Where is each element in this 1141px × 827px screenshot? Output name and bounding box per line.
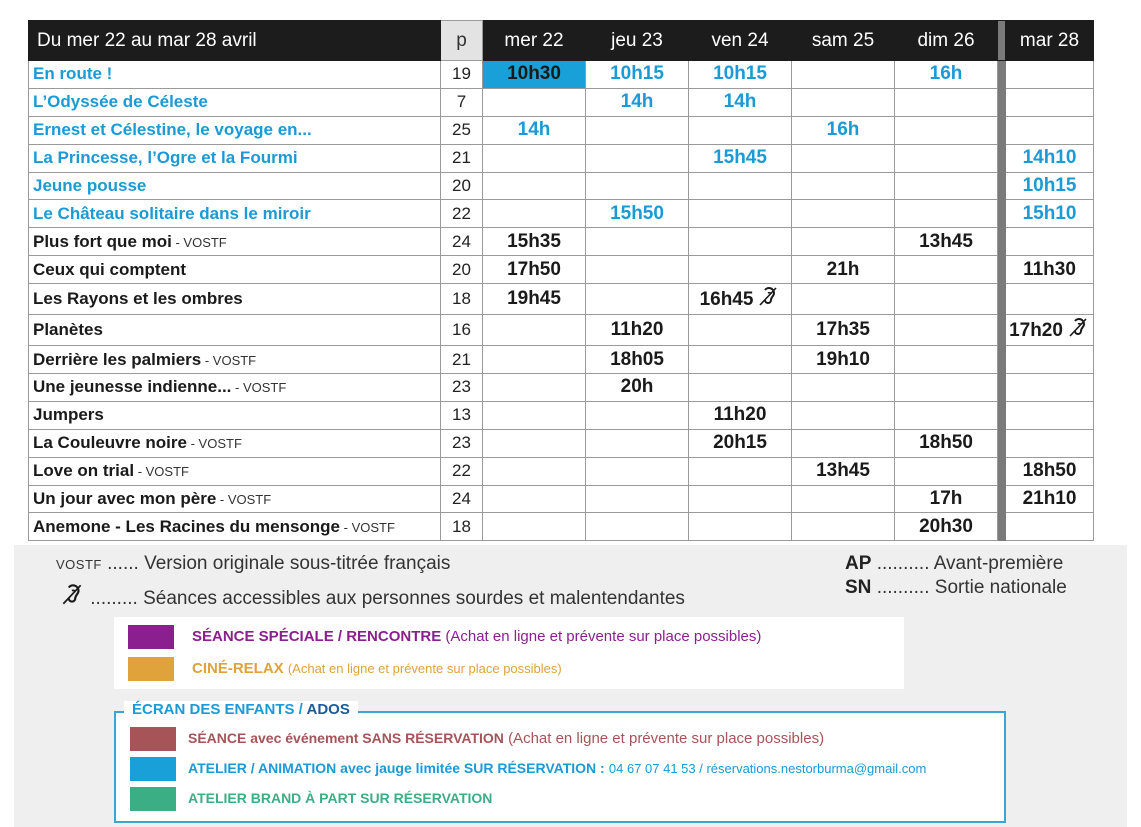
film-row: [29, 61, 1094, 89]
showtime: 18h50: [919, 432, 973, 454]
showtime-cell: [792, 228, 895, 256]
showtime-cell: [483, 200, 586, 228]
showtime: 15h10: [1022, 202, 1077, 224]
showtime-cell: [895, 485, 998, 513]
film-title-text: La Princesse, l’Ogre et la Fourmi: [33, 148, 298, 168]
showtime-cell: [586, 374, 689, 402]
legend-vostf: [56, 553, 450, 575]
showtime-cell: [483, 346, 586, 374]
showtime-cell: [689, 429, 792, 457]
showtime-cell: [792, 116, 895, 144]
column-separator: [998, 144, 1006, 172]
showtime-cell: [792, 513, 895, 541]
showtime-cell: [792, 485, 895, 513]
showtime-cell: [792, 374, 895, 402]
page-number: 20: [441, 172, 483, 200]
dots: ..........: [876, 577, 930, 598]
film-title-text: Une jeunesse indienne...: [33, 377, 232, 397]
showtime: 20h15: [713, 432, 767, 454]
film-title-text: Derrière les palmiers: [33, 349, 202, 369]
showtime-cell: [1006, 513, 1094, 541]
day-header: dim 26: [895, 21, 998, 61]
showtime-cell: [586, 144, 689, 172]
showtime: 11h30: [1023, 258, 1076, 280]
showtime: 20h30: [919, 515, 973, 537]
showtime-cell: [586, 88, 689, 116]
showtime-cell: [689, 457, 792, 485]
film-title-text: Les Rayons et les ombres: [33, 289, 243, 309]
accessible-text: Séances accessibles aux personnes sourdes et malentendantes: [143, 588, 685, 609]
showtime-cell: [895, 88, 998, 116]
header-row: [29, 21, 1094, 61]
film-row: [29, 116, 1094, 144]
film-title: [29, 88, 441, 116]
film-row: [29, 457, 1094, 485]
column-separator: [998, 401, 1006, 429]
showtime-cell: [895, 401, 998, 429]
page-number: 19: [441, 61, 483, 89]
showtime-cell: [483, 429, 586, 457]
column-separator: [998, 228, 1006, 256]
event-note: (Achat en ligne et prévente sur place possibles): [508, 730, 825, 747]
schedule-table: [28, 20, 1094, 541]
film-title: [29, 374, 441, 402]
showtime-cell: [895, 457, 998, 485]
showtime-cell: [586, 200, 689, 228]
legend-workshop: [188, 760, 926, 777]
showtime: 15h35: [507, 230, 561, 252]
showtime-cell: [483, 457, 586, 485]
showtime-cell: [792, 88, 895, 116]
showtime: 17h: [929, 488, 963, 510]
day-header: sam 25: [792, 21, 895, 61]
showtime-cell: [483, 228, 586, 256]
page-number: 21: [441, 346, 483, 374]
showtime-cell: [483, 374, 586, 402]
vostf-tag: VOSTF: [145, 464, 189, 480]
workshop-label: ATELIER / ANIMATION avec jauge limitée SUR RÉSERVATION :: [188, 760, 605, 776]
showtime: 15h50: [610, 202, 664, 224]
showtime: 14h: [620, 91, 654, 113]
showtime-cell: [895, 228, 998, 256]
page-number: 25: [441, 116, 483, 144]
film-row: [29, 401, 1094, 429]
suffix-separator: -: [171, 234, 184, 250]
dots: ......: [107, 553, 139, 574]
page-number: 21: [441, 144, 483, 172]
vostf-tag: VOSTF: [198, 436, 242, 452]
showtime-cell: [792, 284, 895, 315]
showtime-cell: [1006, 116, 1094, 144]
vostf-tag: VOSTF: [183, 234, 227, 250]
showtime-cell: [1006, 256, 1094, 284]
film-row: [29, 228, 1094, 256]
column-separator: [998, 21, 1006, 61]
page-number: 23: [441, 429, 483, 457]
kids-title-ados: ADOS: [306, 701, 350, 718]
showtime: 16h: [929, 63, 963, 85]
film-title: [29, 429, 441, 457]
page-number: 7: [441, 88, 483, 116]
showtime-cell: [586, 172, 689, 200]
film-title-text: Jeune pousse: [33, 176, 147, 195]
legend-panel: [14, 545, 1127, 827]
film-title-text: La Couleuvre noire: [33, 433, 187, 453]
showtime-cell: [792, 315, 895, 346]
film-title-text: Anemone - Les Racines du mensonge: [33, 516, 341, 536]
legend-accessible: [56, 581, 685, 613]
film-title-text: Un jour avec mon père: [33, 489, 217, 509]
legend-event: [188, 730, 824, 747]
showtime-cell: [586, 61, 689, 89]
film-row: [29, 346, 1094, 374]
showtime: 17h50: [507, 258, 561, 280]
showtime-cell: [586, 457, 689, 485]
showtime: 13h45: [919, 230, 973, 252]
showtime-cell: [1006, 315, 1094, 346]
showtime-cell: [483, 485, 586, 513]
showtime-cell: [586, 513, 689, 541]
day-header: mar 28: [1006, 21, 1094, 61]
showtime-cell: [689, 88, 792, 116]
showtime: 14h: [723, 91, 757, 113]
suffix-separator: -: [134, 464, 146, 480]
showtime: 21h10: [1022, 488, 1077, 510]
showtime-cell: [1006, 144, 1094, 172]
showtime-cell: [792, 457, 895, 485]
film-title: [29, 172, 441, 200]
showtime-cell: [586, 401, 689, 429]
showtime-cell: [689, 144, 792, 172]
showtime-cell: [586, 315, 689, 346]
showtime-cell: [586, 284, 689, 315]
legend-sn: [845, 577, 1067, 599]
showtime-cell: [1006, 401, 1094, 429]
showtime: 18h05: [610, 348, 664, 370]
film-row: [29, 429, 1094, 457]
film-title-text: Le Château solitaire dans le miroir: [33, 203, 311, 223]
showtime-cell: [689, 256, 792, 284]
kids-screen-title: [124, 701, 358, 718]
legend-relax: [192, 660, 562, 677]
showtime-cell: [483, 513, 586, 541]
film-title: [29, 315, 441, 346]
showtime: 14h: [517, 119, 551, 141]
showtime-cell: [1006, 374, 1094, 402]
showtime-cell: [792, 200, 895, 228]
showtime-cell: [483, 256, 586, 284]
showtime-cell: [792, 61, 895, 89]
showtime: 10h30: [507, 63, 561, 85]
showtime-cell: [895, 256, 998, 284]
showtime: 16h45: [699, 289, 754, 311]
period-header: Du mer 22 au mar 28 avril: [29, 21, 441, 61]
showtime-cell: [689, 374, 792, 402]
page-number: 16: [441, 315, 483, 346]
showtime-cell: [689, 485, 792, 513]
showtime: 11h20: [713, 404, 767, 426]
page-number: 18: [441, 284, 483, 315]
showtime-cell: [586, 485, 689, 513]
showtime-cell: [586, 256, 689, 284]
column-separator: [998, 284, 1006, 315]
showtime-cell: [792, 346, 895, 374]
column-separator: [998, 61, 1006, 89]
suffix-separator: -: [186, 436, 199, 452]
showtime-cell: [792, 401, 895, 429]
showtime-cell: [483, 88, 586, 116]
showtime-cell: [1006, 172, 1094, 200]
showtime-cell: [689, 61, 792, 89]
suffix-separator: -: [201, 352, 213, 368]
legend-special: [192, 628, 761, 645]
film-title-text: Planètes: [33, 320, 103, 340]
film-title-text: Jumpers: [33, 405, 104, 425]
showtime-cell: [689, 116, 792, 144]
column-separator: [998, 374, 1006, 402]
film-title-text: Ernest et Célestine, le voyage en...: [33, 120, 312, 140]
showtime-cell: [483, 116, 586, 144]
film-title-text: Ceux qui comptent: [33, 259, 187, 279]
column-separator: [998, 116, 1006, 144]
film-title: [29, 144, 441, 172]
relax-label: CINÉ-RELAX: [192, 660, 284, 677]
event-swatch: [130, 727, 176, 751]
special-label: SÉANCE SPÉCIALE / RENCONTRE: [192, 628, 442, 645]
dots: .........: [90, 588, 138, 609]
showtime-cell: [895, 61, 998, 89]
film-row: [29, 315, 1094, 346]
brand-label: ATELIER BRAND À PART SUR RÉSERVATION: [188, 790, 493, 806]
relax-note: (Achat en ligne et prévente sur place possibles): [287, 661, 562, 676]
page-number: 22: [441, 457, 483, 485]
film-title: [29, 61, 441, 89]
p-header: p: [441, 21, 483, 61]
film-title-text: Plus fort que moi: [33, 231, 172, 251]
showtime-cell: [483, 401, 586, 429]
showtime-cell: [1006, 88, 1094, 116]
showtime-cell: [1006, 228, 1094, 256]
showtime-cell: [1006, 284, 1094, 315]
showtime-cell: [483, 315, 586, 346]
film-row: [29, 284, 1094, 315]
ear-icon: [59, 581, 85, 613]
page-number: 18: [441, 513, 483, 541]
showtime-cell: [792, 429, 895, 457]
film-row: [29, 485, 1094, 513]
showtime: 21h: [826, 258, 860, 280]
showtime: 17h20: [1009, 320, 1063, 342]
showtime-cell: [689, 346, 792, 374]
showtime: 10h15: [713, 63, 767, 85]
sn-abbr: SN: [845, 577, 872, 598]
showtime-cell: [895, 374, 998, 402]
showtime-cell: [1006, 200, 1094, 228]
vostf-tag: VOSTF: [227, 492, 272, 508]
vostf-text: Version originale sous-titrée français: [144, 553, 451, 574]
ap-text: Avant-première: [933, 553, 1064, 574]
special-swatch: [128, 625, 174, 649]
special-note: (Achat en ligne et prévente sur place possibles): [445, 628, 762, 645]
film-row: [29, 88, 1094, 116]
showtime-cell: [483, 284, 586, 315]
showtime-cell: [895, 315, 998, 346]
showtime: 19h45: [507, 288, 561, 310]
ear-icon: [1066, 315, 1090, 345]
column-separator: [998, 457, 1006, 485]
showtime-cell: [689, 315, 792, 346]
showtime: 11h20: [610, 319, 664, 341]
column-separator: [998, 172, 1006, 200]
film-title: [29, 485, 441, 513]
suffix-separator: -: [231, 380, 243, 396]
column-separator: [998, 346, 1006, 374]
vostf-tag: VOSTF: [212, 352, 257, 368]
film-row: [29, 513, 1094, 541]
showtime-cell: [895, 200, 998, 228]
column-separator: [998, 200, 1006, 228]
showtime: 16h: [826, 119, 860, 141]
showtime-cell: [483, 172, 586, 200]
showtime-cell: [586, 346, 689, 374]
film-row: [29, 256, 1094, 284]
suffix-separator: -: [216, 492, 228, 508]
showtime-cell: [689, 284, 792, 315]
brand-swatch: [130, 787, 176, 811]
film-row: [29, 374, 1094, 402]
column-separator: [998, 513, 1006, 541]
page-number: 13: [441, 401, 483, 429]
film-title: [29, 256, 441, 284]
day-header: mer 22: [483, 21, 586, 61]
event-label: SÉANCE avec événement SANS RÉSERVATION: [188, 730, 504, 746]
column-separator: [998, 485, 1006, 513]
relax-swatch: [128, 657, 174, 681]
ap-abbr: AP: [845, 553, 872, 574]
workshop-contact: 04 67 07 41 53 / réservations.nestorburma@gmail.com: [608, 761, 927, 776]
showtime: 10h15: [1022, 175, 1077, 196]
showtime-cell: [586, 228, 689, 256]
page-number: 23: [441, 374, 483, 402]
showtime-cell: [689, 200, 792, 228]
showtime-cell: [792, 144, 895, 172]
showtime-cell: [895, 172, 998, 200]
film-title: [29, 200, 441, 228]
showtime-cell: [586, 429, 689, 457]
showtime-cell: [1006, 485, 1094, 513]
column-separator: [998, 256, 1006, 284]
film-title: [29, 513, 441, 541]
showtime: 19h10: [816, 348, 870, 370]
film-title-text: L’Odyssée de Céleste: [33, 92, 208, 112]
page-number: 24: [441, 228, 483, 256]
film-row: [29, 200, 1094, 228]
film-title: [29, 228, 441, 256]
film-row: [29, 172, 1094, 200]
column-separator: [998, 429, 1006, 457]
showtime-cell: [895, 116, 998, 144]
film-title-text: Love on trial: [33, 461, 135, 481]
showtime-cell: [689, 401, 792, 429]
kids-screen-box: [114, 701, 1006, 823]
showtime-cell: [895, 284, 998, 315]
vostf-tag: VOSTF: [351, 519, 395, 535]
showtime: 14h10: [1022, 147, 1077, 169]
showtime-cell: [483, 61, 586, 89]
ear-icon: [756, 284, 780, 314]
showtime-cell: [586, 116, 689, 144]
day-header: jeu 23: [586, 21, 689, 61]
column-separator: [998, 88, 1006, 116]
showtime-cell: [483, 144, 586, 172]
session-types-box: [114, 617, 904, 689]
showtime-cell: [895, 513, 998, 541]
showtime: 18h50: [1022, 460, 1077, 482]
vostf-abbr: VOSTF: [56, 557, 102, 572]
showtime-cell: [1006, 346, 1094, 374]
showtime-cell: [1006, 457, 1094, 485]
showtime: 13h45: [816, 460, 870, 482]
film-title: [29, 346, 441, 374]
kids-title-text: ÉCRAN DES ENFANTS /: [132, 701, 303, 718]
film-title: [29, 284, 441, 315]
showtime-cell: [792, 172, 895, 200]
showtime: 15h45: [713, 147, 767, 169]
showtime: 10h15: [610, 63, 664, 85]
film-title: [29, 116, 441, 144]
film-row: [29, 144, 1094, 172]
showtime-cell: [895, 144, 998, 172]
showtime-cell: [689, 228, 792, 256]
film-title: [29, 401, 441, 429]
sn-text: Sortie nationale: [934, 577, 1067, 598]
showtime-cell: [895, 346, 998, 374]
vostf-tag: VOSTF: [242, 380, 287, 396]
showtime-cell: [792, 256, 895, 284]
showtime-cell: [1006, 61, 1094, 89]
page-number: 22: [441, 200, 483, 228]
showtime: 17h35: [816, 319, 870, 341]
suffix-separator: -: [340, 519, 352, 535]
showtime: 20h: [620, 376, 654, 398]
workshop-swatch: [130, 757, 176, 781]
showtime-cell: [1006, 429, 1094, 457]
showtime-cell: [895, 429, 998, 457]
column-separator: [998, 315, 1006, 346]
dots: ..........: [876, 553, 930, 574]
showtime-cell: [689, 513, 792, 541]
page-number: 20: [441, 256, 483, 284]
day-header: ven 24: [689, 21, 792, 61]
legend-ap: [845, 553, 1063, 575]
showtime-cell: [689, 172, 792, 200]
film-title: [29, 457, 441, 485]
page-number: 24: [441, 485, 483, 513]
legend-brand: [188, 790, 492, 807]
film-title-text: En route !: [33, 64, 113, 84]
